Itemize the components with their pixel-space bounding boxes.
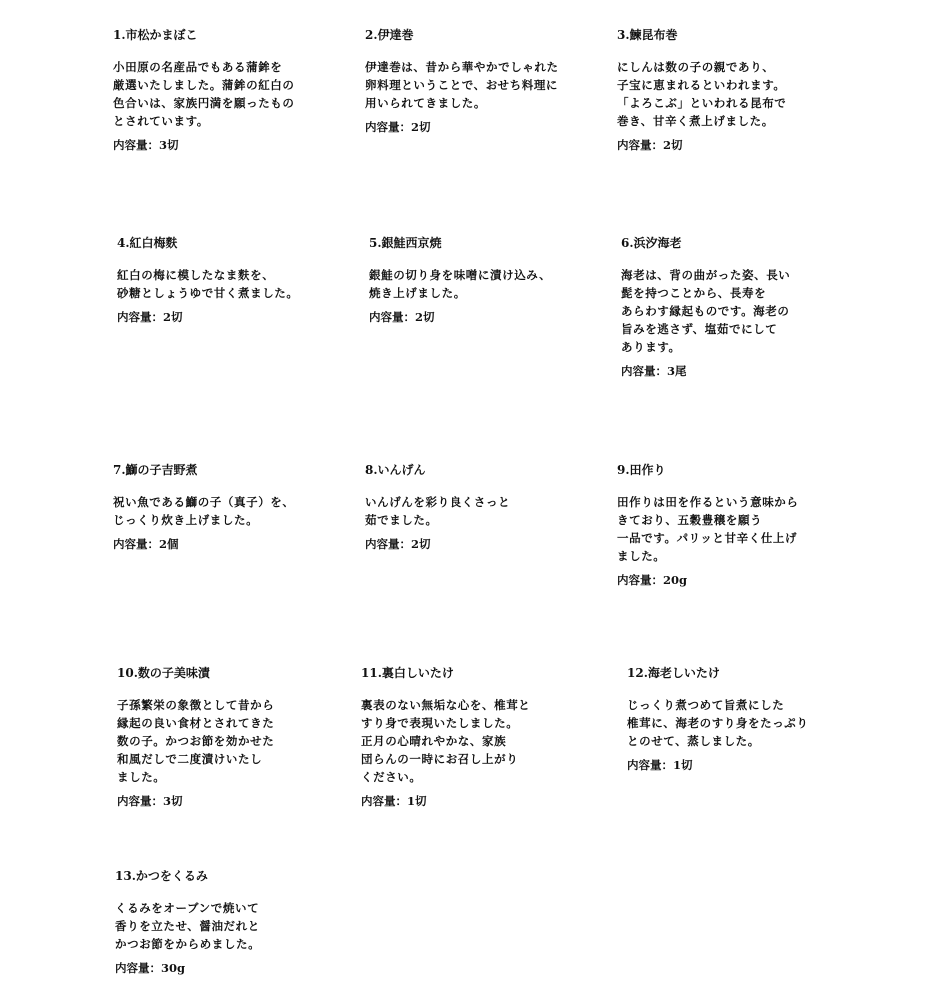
item-title: 11.裏白しいたけ: [361, 666, 454, 680]
item-5: [369, 235, 604, 325]
item-quantity: [117, 793, 352, 809]
quantity-value: 1切: [673, 758, 693, 772]
item-13: [115, 868, 350, 976]
item-title: 2.伊達巻: [365, 28, 414, 42]
item-quantity: [617, 572, 852, 588]
item-description: 祝い魚である鰤の子（真子）を、 じっくり炊き上げました。: [113, 495, 295, 527]
quantity-label: 内容量：: [113, 537, 159, 551]
quantity-value: 3切: [163, 794, 183, 808]
quantity-value: 2切: [411, 537, 431, 551]
item-9: [617, 462, 852, 588]
item-title: 13.かつをくるみ: [115, 869, 208, 883]
quantity-label: 内容量：: [627, 758, 673, 772]
item-description: じっくり煮つめて旨煮にした 椎茸に、海老のすり身をたっぷり とのせて、蒸しました。: [627, 698, 809, 748]
item-quantity: [369, 309, 604, 325]
item-8: [365, 462, 600, 552]
item-10: [117, 665, 352, 809]
item-2: [365, 27, 600, 135]
item-11: [361, 665, 596, 809]
quantity-label: 内容量：: [621, 364, 667, 378]
quantity-label: 内容量：: [361, 794, 407, 808]
item-description: 紅白の梅に模したなま麩を、 砂糖としょうゆで甘く煮ました。: [117, 268, 299, 300]
item-quantity: [621, 363, 856, 379]
item-quantity: [117, 309, 352, 325]
item-description: 田作りは田を作るという意味から きており、五穀豊穣を願う 一品です。パリッと甘辛く仕上げ ました。: [617, 495, 799, 563]
item-1: [113, 27, 348, 153]
item-description: 小田原の名産品でもある蒲鉾を 厳選いたしました。蒲鉾の紅白の 色合いは、家族円満を願ったもの とされています。: [113, 60, 295, 128]
item-quantity: [365, 536, 600, 552]
quantity-value: 30g: [161, 961, 186, 975]
quantity-label: 内容量：: [115, 961, 161, 975]
item-quantity: [115, 960, 350, 976]
item-title: 1.市松かまぼこ: [113, 28, 198, 42]
item-quantity: [365, 119, 600, 135]
item-description: 銀鮭の切り身を味噌に漬け込み、 焼き上げました。: [369, 268, 552, 300]
quantity-label: 内容量：: [117, 310, 163, 324]
item-description: いんげんを彩り良くさっと 茹でました。: [365, 495, 511, 527]
item-description: 子孫繁栄の象徴として昔から 縁起の良い食材とされてきた 数の子。かつお節を効かせた 和風だしで二度漬けいたし ました。: [117, 698, 275, 784]
quantity-value: 2個: [159, 537, 179, 551]
item-quantity: [627, 757, 867, 773]
quantity-value: 2切: [163, 310, 183, 324]
quantity-value: 1切: [407, 794, 427, 808]
item-quantity: [113, 536, 348, 552]
item-12: [627, 665, 867, 773]
quantity-label: 内容量：: [617, 573, 663, 587]
quantity-label: 内容量：: [365, 537, 411, 551]
item-3: [617, 27, 852, 153]
item-quantity: [361, 793, 596, 809]
item-title: 3.鰊昆布巻: [617, 28, 678, 42]
item-title: 12.海老しいたけ: [627, 666, 720, 680]
quantity-label: 内容量：: [365, 120, 411, 134]
quantity-label: 内容量：: [113, 138, 159, 152]
item-quantity: [113, 137, 348, 153]
quantity-label: 内容量：: [117, 794, 163, 808]
quantity-value: 2切: [415, 310, 435, 324]
quantity-value: 2切: [663, 138, 683, 152]
item-description: くるみをオーブンで焼いて 香りを立たせ、醤油だれと かつお節をからめました。: [115, 901, 261, 951]
item-4: [117, 235, 352, 325]
item-quantity: [617, 137, 852, 153]
item-title: 5.銀鮭西京焼: [369, 236, 442, 250]
quantity-label: 内容量：: [369, 310, 415, 324]
item-description: にしんは数の子の親であり、 子宝に恵まれるといわれます。 「よろこぶ」といわれる昆布で 巻き、甘辛く煮上げました。: [617, 60, 787, 128]
quantity-label: 内容量：: [617, 138, 663, 152]
item-title: 6.浜汐海老: [621, 236, 682, 250]
item-title: 4.紅白梅麩: [117, 236, 178, 250]
quantity-value: 3尾: [667, 364, 687, 378]
quantity-value: 3切: [159, 138, 179, 152]
item-description: 海老は、背の曲がった姿、長い 髭を持つことから、長寿を あらわす縁起ものです。海老の 旨みを逃さず、塩茹でにして あります。: [621, 268, 791, 354]
item-title: 9.田作り: [617, 463, 666, 477]
item-description: 裏表のない無垢な心を、椎茸と すり身で表現いたしました。 正月の心晴れやかな、家族 団らんの一時にお召し上がり ください。: [361, 698, 531, 784]
item-title: 7.鰤の子吉野煮: [113, 463, 198, 477]
item-6: [621, 235, 856, 379]
item-title: 8.いんげん: [365, 463, 426, 477]
quantity-value: 20g: [663, 573, 688, 587]
quantity-value: 2切: [411, 120, 431, 134]
item-description: 伊達巻は、昔から華やかでしゃれた 卵料理ということで、おせち料理に 用いられてきました。: [365, 60, 559, 110]
item-title: 10.数の子美味漬: [117, 666, 210, 680]
item-7: [113, 462, 348, 552]
